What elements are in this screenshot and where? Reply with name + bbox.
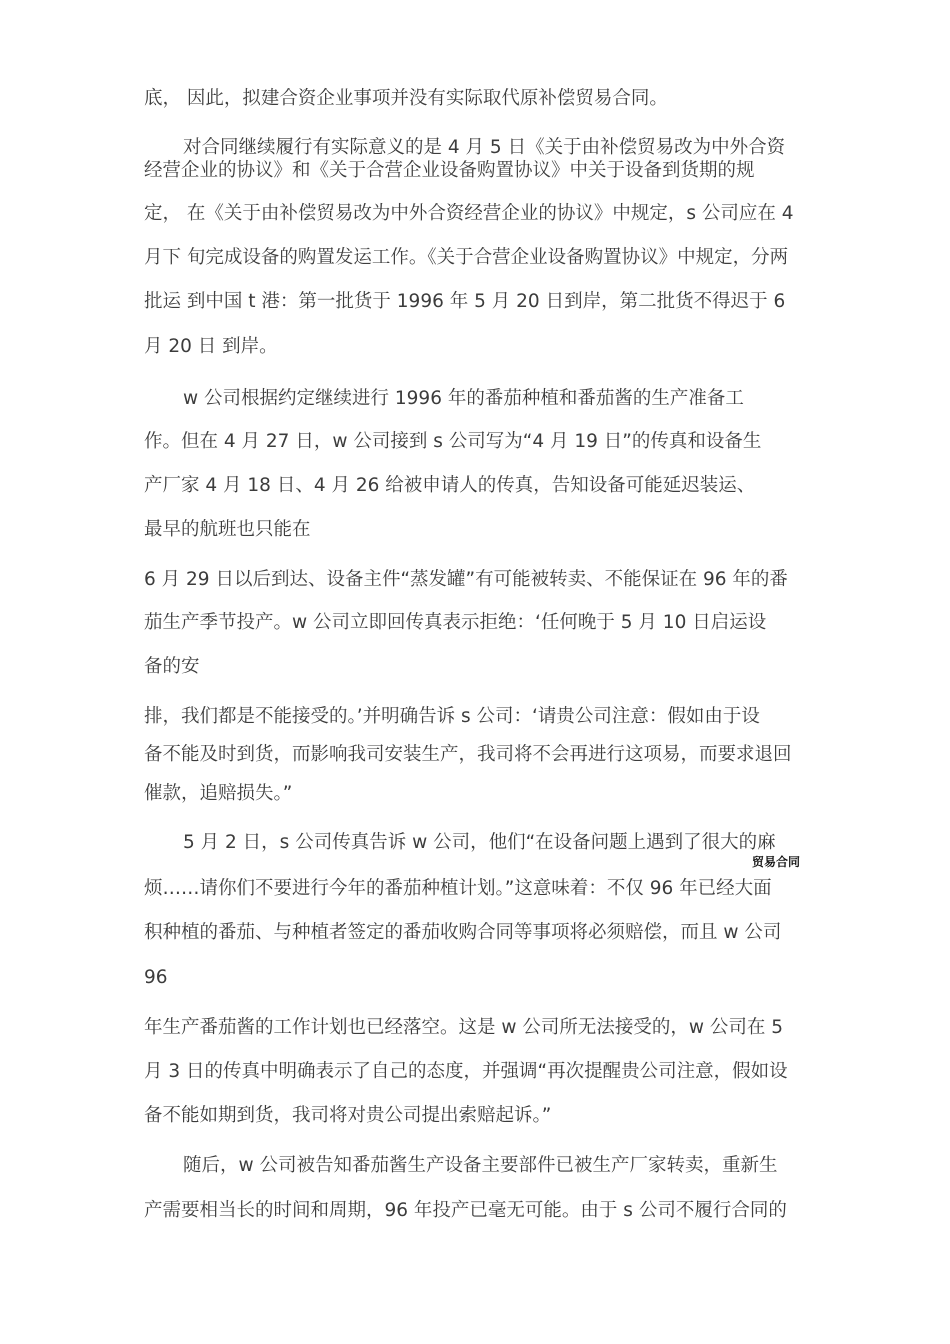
text-line: 备不能如期到货，我司将对贵公司提出索赔起诉。” — [144, 1105, 552, 1126]
text-line: 最早的航班也只能在 — [144, 519, 311, 540]
text-line: 对合同继续履行有实际意义的是 4 月 5 日《关于由补偿贸易改为中外合资 — [183, 137, 786, 158]
text-line: 定， 在《关于由补偿贸易改为中外合资经营企业的协议》中规定，s 公司应在 4 — [144, 203, 794, 224]
text-line: 随后，w 公司被告知番茄酱生产设备主要部件已被生产厂家转卖，重新生 — [183, 1155, 778, 1176]
text-line: 烦……请你们不要进行今年的番茄种植计划。”这意味着：不仅 96 年已经大面 — [144, 878, 772, 899]
text-line: 96 — [144, 967, 168, 988]
text-line: 作。但在 4 月 27 日，w 公司接到 s 公司写为“4 月 19 日”的传真和设备生 — [144, 431, 762, 452]
text-line: 年生产番茄酱的工作计划也已经落空。这是 w 公司所无法接受的，w 公司在 5 — [144, 1017, 784, 1038]
text-line: 月下 旬完成设备的购置发运工作。《关于合营企业设备购置协议》中规定，分两 — [144, 247, 789, 268]
text-line: 月 20 日 到岸。 — [144, 336, 278, 357]
text-line: 备不能及时到货，而影响我司安装生产，我司将不会再进行这项易，而要求退回 — [144, 744, 792, 765]
text-line: 茄生产季节投产。w 公司立即回传真表示拒绝：‘任何晚于 5 月 10 日启运设 — [144, 612, 767, 633]
text-line: 底， 因此，拟建合资企业事项并没有实际取代原补偿贸易合同。 — [144, 88, 668, 109]
text-line: 备的安 — [144, 656, 200, 677]
text-line: 5 月 2 日，s 公司传真告诉 w 公司，他们“在设备问题上遇到了很大的麻 — [183, 832, 776, 853]
text-line: 经营企业的协议》和《关于合营企业设备购置协议》中关于设备到货期的规 — [144, 160, 755, 181]
text-line: 产厂家 4 月 18 日、4 月 26 给被申请人的传真，告知设备可能延迟装运、 — [144, 475, 756, 496]
header-mark: 贸易合同 — [752, 855, 801, 869]
text-line: 批运 到中国 t 港：第一批货于 1996 年 5 月 20 日到岸，第二批货不得迟于 6 — [144, 291, 786, 312]
text-line: w 公司根据约定继续进行 1996 年的番茄种植和番茄酱的生产准备工 — [183, 388, 744, 409]
text-line: 6 月 29 日以后到达、设备主件“蒸发罐”有可能被转卖、不能保证在 96 年的番 — [144, 569, 788, 590]
text-line: 产需要相当长的时间和周期，96 年投产已毫无可能。由于 s 公司不履行合同的 — [144, 1200, 787, 1221]
text-line: 月 3 日的传真中明确表示了自己的态度，并强调“再次提醒贵公司注意，假如设 — [144, 1061, 788, 1082]
text-line: 排，我们都是不能接受的。’并明确告诉 s 公司：‘请贵公司注意：假如由于设 — [144, 706, 760, 727]
text-line: 催款，追赔损失。” — [144, 783, 293, 804]
text-line: 积种植的番茄、与种植者签定的番茄收购合同等事项将必须赔偿，而且 w 公司 — [144, 922, 782, 943]
